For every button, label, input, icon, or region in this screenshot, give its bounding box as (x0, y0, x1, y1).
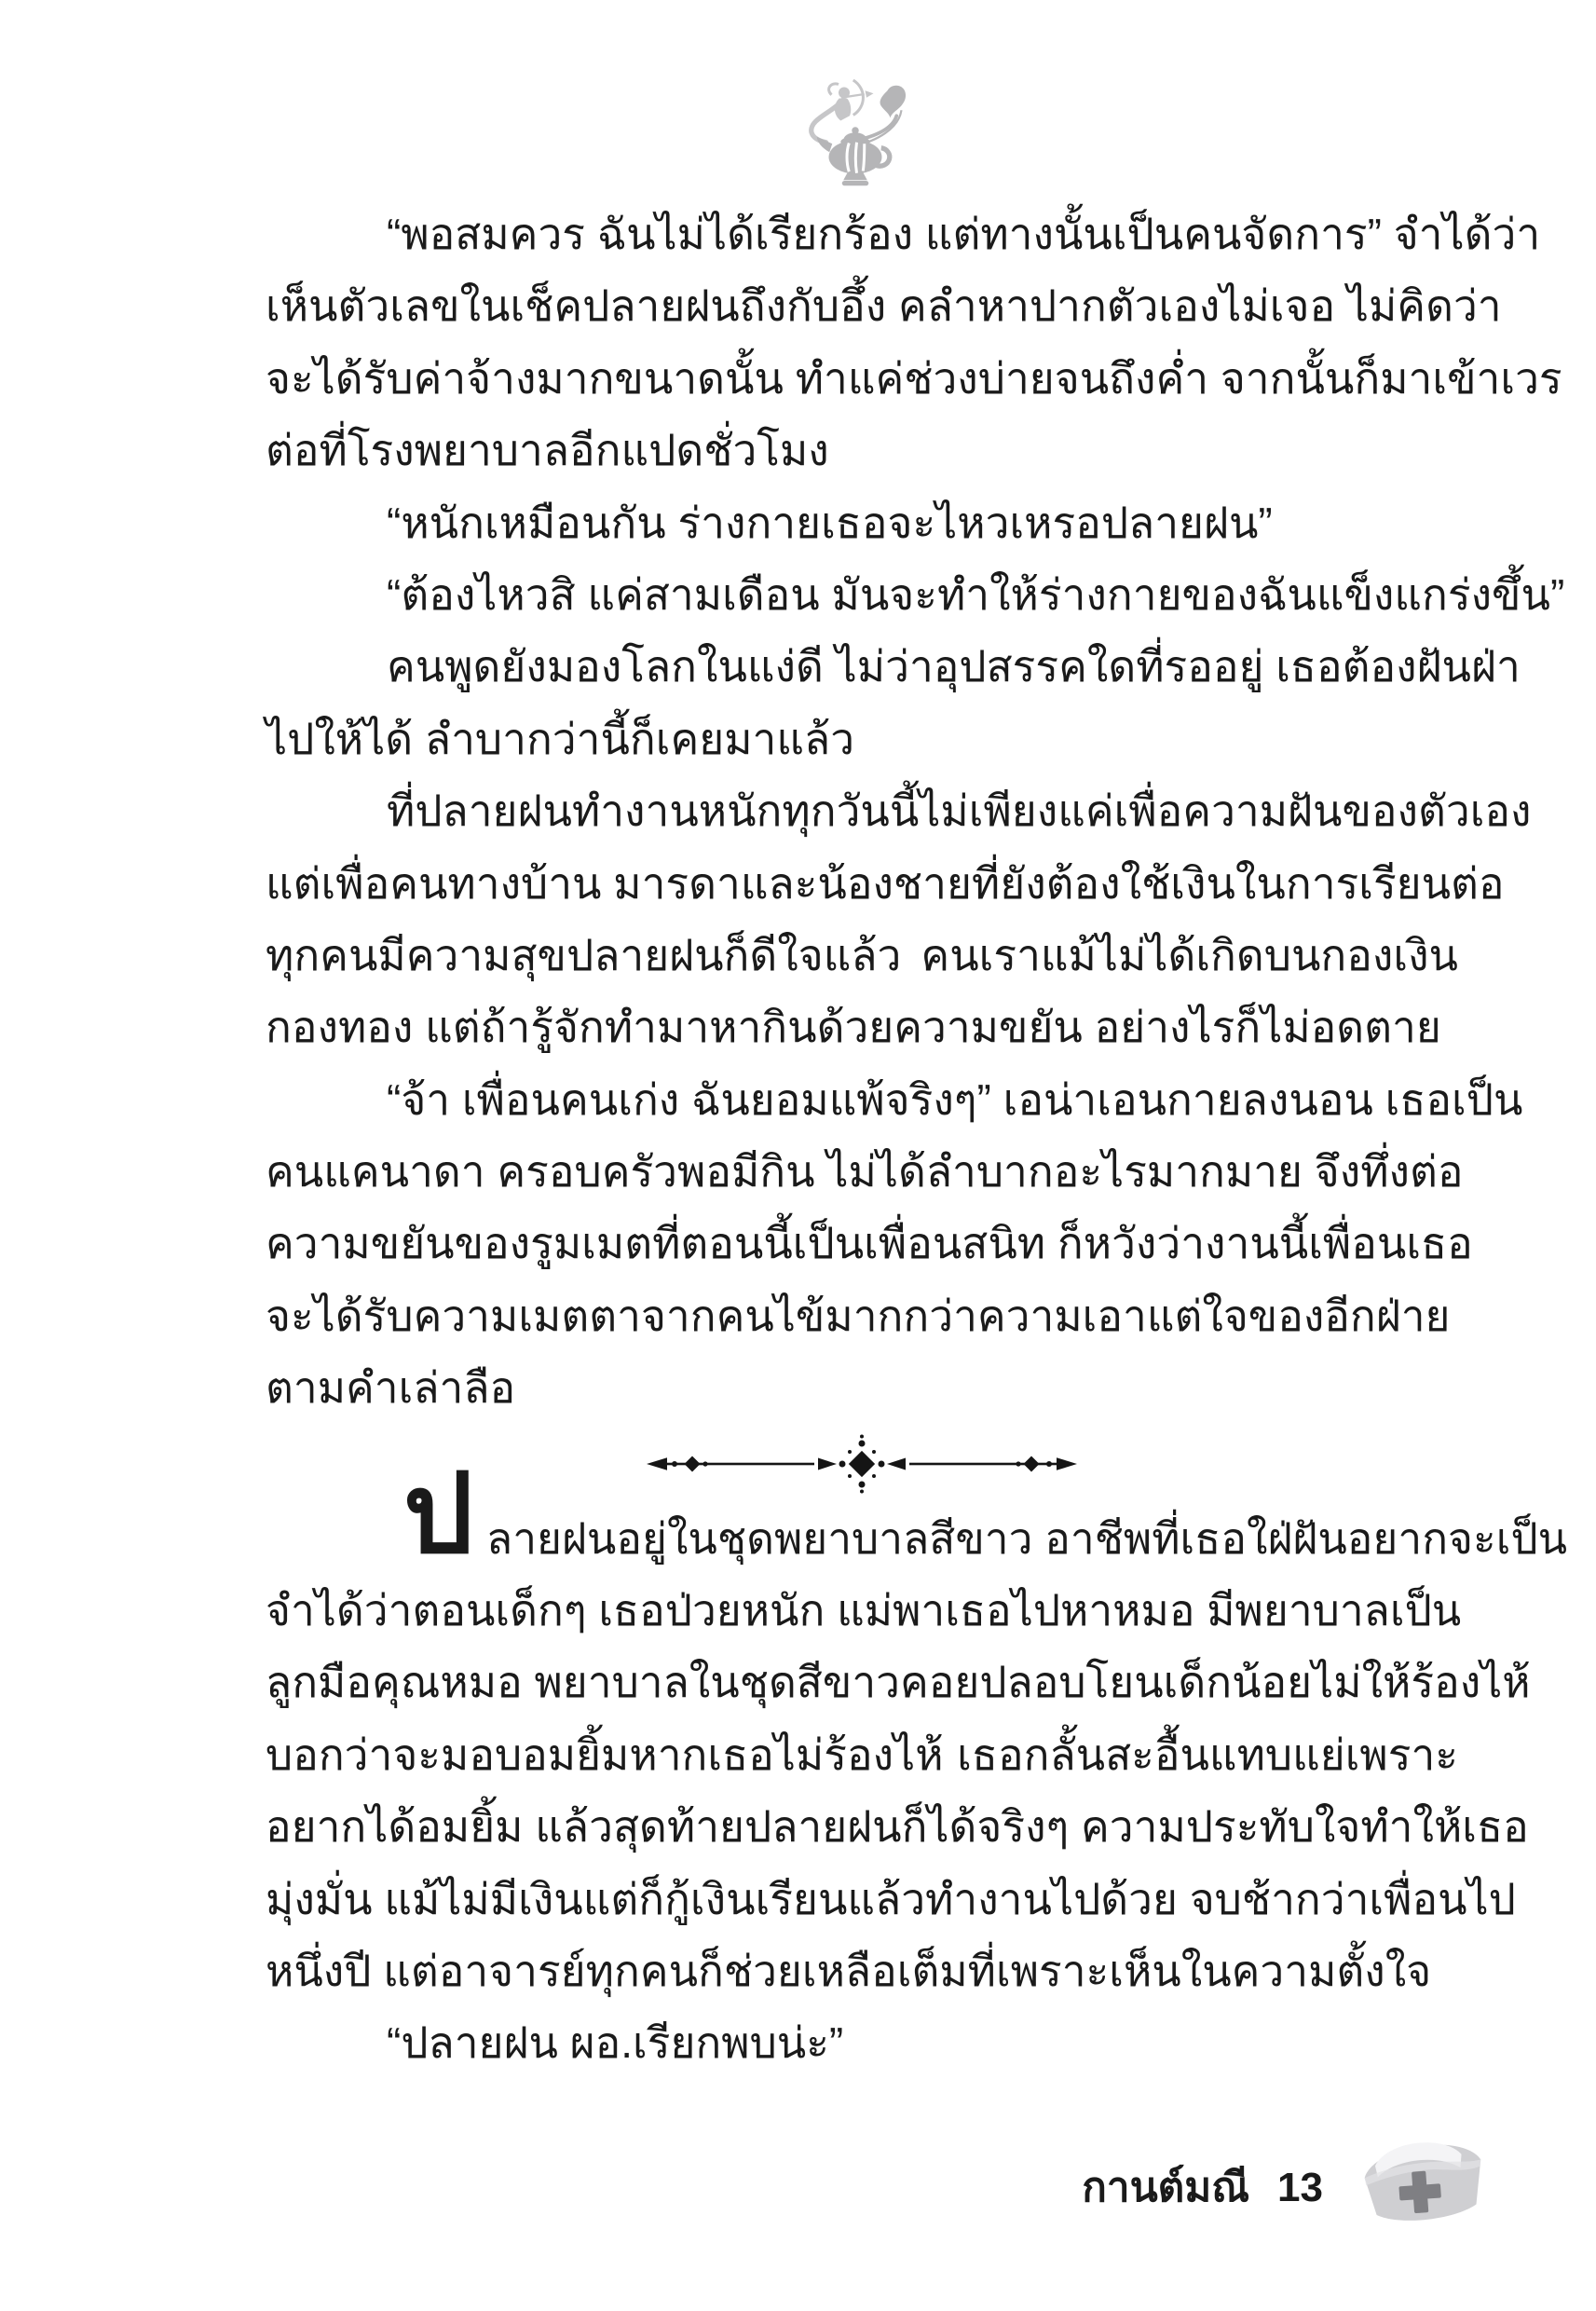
line-text: เห็นตัวเลขในเช็คปลายฝนถึงกับอึ้ง คลำหาปากตัวเองไม่เจอ ไม่คิดว่า (266, 281, 1502, 331)
text-line (266, 775, 1532, 847)
text-line (266, 920, 1458, 991)
line-text: อยากได้อมยิ้ม แล้วสุดท้ายปลายฝนก็ได้จริงๆ ความประทับใจทำให้เธอ (266, 1802, 1529, 1852)
text-line (266, 1719, 1458, 1791)
nurse-cap-icon (1353, 2121, 1494, 2244)
book-title: กานต์มณี (1082, 2165, 1250, 2210)
text-line (266, 1791, 1529, 1863)
text-line (266, 1136, 1464, 1208)
line-text: จะได้รับความเมตตาจากคนไข้มากกว่าความเอาแต่ใจของอีกฝ่าย (266, 1291, 1451, 1340)
genie-lamp-icon (817, 127, 890, 185)
line-text: “จ้า เพื่อนคนเก่ง ฉันยอมแพ้จริงๆ” เอน่าเอนกายลงนอน เธอเป็น (387, 1074, 1523, 1124)
line-text: บอกว่าจะมอบอมยิ้มหากเธอไม่ร้องไห้ เธอกลั้นสะอื้นแทบแย่เพราะ (266, 1730, 1458, 1779)
text-line (266, 1935, 1458, 2007)
line-text: หนึ่งปี แต่อาจารย์ทุกคนก็ช่วยเหลือเต็มที่เพราะเห็นในความตั้งใจ (266, 1946, 1432, 1995)
text-line (266, 1647, 1531, 1718)
drop-cap: ป (403, 1453, 473, 1577)
text-line (266, 1352, 1458, 1424)
text-line (266, 2007, 1458, 2079)
paragraph-block-2 (266, 1453, 1568, 2080)
story-text (266, 198, 1568, 2080)
line-text: แต่เพื่อคนทางบ้าน มารดาและน้องชายที่ยังต้องใช้เงินในการเรียนต่อ (266, 858, 1505, 908)
text-line (266, 1208, 1473, 1279)
text-line (266, 343, 1562, 415)
line-text: “ต้องไหวสิ แค่สามเดือน มันจะทำให้ร่างกายของฉันแข็งแกร่งขึ้น” (387, 569, 1565, 619)
line-text: ต่อที่โรงพยาบาลอีกแปดชั่วโมง (266, 426, 829, 475)
text-line (266, 1453, 1568, 1577)
text-line (266, 559, 1565, 631)
line-text: จะได้รับค่าจ้างมากขนาดนั้น ทำแค่ช่วงบ่ายจนถึงค่ำ จากนั้นก็มาเข้าเวร (266, 353, 1562, 403)
text-line (266, 198, 1541, 270)
text-line (266, 1575, 1462, 1647)
text-line (266, 991, 1458, 1063)
line-text: “พอสมควร ฉันไม่ได้เรียกร้อง แต่ทางนั้นเป็นคนจัดการ” จำได้ว่า (387, 210, 1541, 258)
line-text: ลูกมือคุณหมอ พยาบาลในชุดสีขาวคอยปลอบโยนเด็กน้อยไม่ให้ร้องไห้ (266, 1658, 1531, 1707)
text-line (266, 1280, 1458, 1352)
cupid-genie-lamp-logo (783, 73, 922, 194)
page-footer (1082, 2154, 1323, 2220)
line-text: ที่ปลายฝนทำงานหนักทุกวันนี้ไม่เพียงแค่เพื่อความฝันของตัวเอง (387, 786, 1532, 836)
text-line (266, 1864, 1516, 1935)
line-text: ไปให้ได้ ลำบากว่านี้ก็เคยมาแล้ว (266, 714, 855, 763)
line-text: จำได้ว่าตอนเด็กๆ เธอป่วยหนัก แม่พาเธอไปหาหมอ มีพยาบาลเป็น (266, 1586, 1462, 1635)
paragraph-block-1 (266, 198, 1565, 1425)
line-text: ลายฝนอยู่ในชุดพยาบาลสีขาว อาชีพที่เธอใฝ่ฝันอยากจะเป็น (486, 1513, 1568, 1563)
cupid-icon (829, 80, 874, 121)
text-line (266, 704, 1458, 775)
line-text: “หนักเหมือนกัน ร่างกายเธอจะไหวเหรอปลายฝน” (387, 498, 1273, 547)
text-line (266, 848, 1505, 920)
line-text: ทุกคนมีความสุขปลายฝนก็ดีใจแล้ว คนเราแม้ไม่ได้เกิดบนกองเงิน (266, 930, 1458, 979)
page-number: 13 (1277, 2165, 1323, 2210)
line-text: “ปลายฝน ผอ.เรียกพบน่ะ” (387, 2018, 844, 2068)
text-line (266, 631, 1521, 703)
line-text: คนแคนาดา ครอบครัวพอมีกิน ไม่ได้ลำบากอะไรมากมาย จึงทึ่งต่อ (266, 1147, 1464, 1197)
text-line (266, 415, 1458, 486)
line-text: กองทอง แต่ถ้ารู้จักทำมาหากินด้วยความขยัน อย่างไรก็ไม่อดตาย (266, 1003, 1441, 1052)
line-text: ตามคำเล่าลือ (266, 1363, 516, 1413)
text-line (266, 1064, 1523, 1136)
line-text: มุ่งมั่น แม้ไม่มีเงินแต่ก็กู้เงินเรียนแล้วทำงานไปด้วย จบช้ากว่าเพื่อนไป (266, 1874, 1516, 1923)
line-text: คนพูดยังมองโลกในแง่ดี ไม่ว่าอุปสรรคใดที่รออยู่ เธอต้องฝันฝ่า (387, 642, 1521, 691)
line-text: ความขยันของรูมเมตที่ตอนนี้เป็นเพื่อนสนิท ก็หวังว่างานนี้เพื่อนเธอ (266, 1219, 1473, 1268)
text-line (266, 487, 1458, 559)
text-line (266, 270, 1502, 342)
